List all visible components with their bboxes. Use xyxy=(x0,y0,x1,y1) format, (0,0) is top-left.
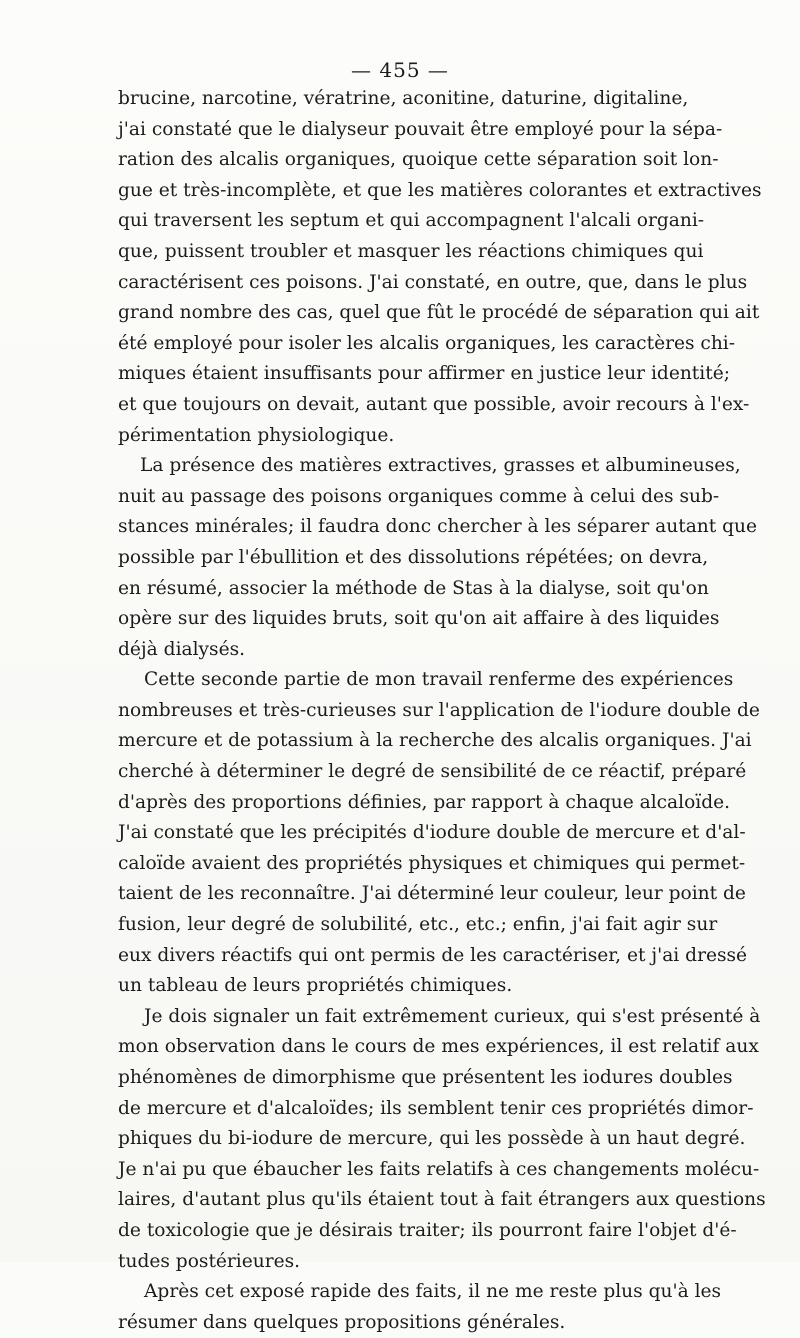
text-line: nombreuses et très-curieuses sur l'application de l'iodure double de xyxy=(118,699,760,721)
text-line: Après cet exposé rapide des faits, il ne me reste plus qu'à les xyxy=(144,1281,722,1303)
text-line: Je n'ai pu que ébaucher les faits relatifs à ces changements molécu- xyxy=(118,1158,760,1180)
text-line: ration des alcalis organiques, quoique cette séparation soit lon- xyxy=(118,149,719,171)
text-line: et que toujours on devait, autant que possible, avoir recours à l'ex- xyxy=(118,393,750,415)
text-line: fusion, leur degré de solubilité, etc., etc.; enfin, j'ai fait agir sur xyxy=(118,914,718,936)
text-line: de toxicologie que je désirais traiter; ils pourront faire l'objet d'é- xyxy=(118,1219,737,1241)
text-line: gue et très-incomplète, et que les matières colorantes et extractives xyxy=(118,179,762,201)
text-line: déjà dialysés. xyxy=(118,638,246,660)
text-line: La présence des matières extractives, grasses et albumineuses, xyxy=(140,455,741,477)
text-line: nuit au passage des poisons organiques comme à celui des sub- xyxy=(118,485,720,507)
text-line: grand nombre des cas, quel que fût le procédé de séparation qui ait xyxy=(118,302,760,324)
text-line: J'ai constaté que les précipités d'iodure double de mercure et d'al- xyxy=(118,822,746,844)
text-line: phiques du bi-iodure de mercure, qui les possède à un haut degré. xyxy=(118,1128,746,1150)
text-line: caractérisent ces poisons. J'ai constaté, en outre, que, dans le plus xyxy=(118,271,748,293)
text-line: taient de les reconnaître. J'ai déterminé leur couleur, leur point de xyxy=(118,883,746,905)
text-line: Je dois signaler un fait extrêmement curieux, qui s'est présenté à xyxy=(144,1005,761,1027)
text-line: possible par l'ébullition et des dissolutions répétées; on devra, xyxy=(118,546,709,568)
text-line: résumer dans quelques propositions générales. xyxy=(118,1311,566,1333)
text-line: eux divers réactifs qui ont permis de les caractériser, et j'ai dressé xyxy=(118,944,748,966)
text-line: Cette seconde partie de mon travail renferme des expériences xyxy=(144,669,734,691)
text-line: de mercure et d'alcaloïdes; ils semblent tenir ces propriétés dimor- xyxy=(118,1097,754,1119)
text-line: tudes postérieures. xyxy=(118,1250,301,1272)
text-line: miques étaient insuffisants pour affirmer en justice leur identité; xyxy=(118,363,730,385)
text-line: mercure et de potassium à la recherche des alcalis organiques. J'ai xyxy=(118,730,752,752)
text-line: j'ai constaté que le dialyseur pouvait être employé pour la sépa- xyxy=(118,118,723,140)
text-line: été employé pour isoler les alcalis organiques, les caractères chi- xyxy=(118,332,736,354)
text-line: caloïde avaient des propriétés physiques et chimiques qui permet- xyxy=(118,852,746,874)
text-line: brucine, narcotine, vératrine, aconitine, daturine, digitaline, xyxy=(118,88,689,109)
text-line: mon observation dans le cours de mes expériences, il est relatif aux xyxy=(118,1036,759,1058)
text-line: périmentation physiologique. xyxy=(118,424,395,446)
text-line: phénomènes de dimorphisme que présentent les iodures doubles xyxy=(118,1067,733,1088)
text-line: en résumé, associer la méthode de Stas à la dialyse, soit qu'on xyxy=(118,577,709,599)
body-text xyxy=(118,84,766,1338)
page-number: — 455 — xyxy=(351,58,449,82)
text-line: stances minérales; il faudra donc chercher à les séparer autant que xyxy=(118,516,758,538)
text-line: d'après des proportions définies, par rapport à chaque alcaloïde. xyxy=(118,791,731,813)
text-line: qui traversent les septum et qui accompagnent l'alcali organi- xyxy=(118,210,705,232)
text-line: que, puissent troubler et masquer les réactions chimiques qui xyxy=(118,240,704,262)
text-line: opère sur des liquides bruts, soit qu'on ait affaire à des liquides xyxy=(118,608,720,630)
text-line: un tableau de leurs propriétés chimiques. xyxy=(118,975,513,997)
text-line: laires, d'autant plus qu'ils étaient tout à fait étrangers aux questions xyxy=(118,1189,766,1211)
text-line: cherché à déterminer le degré de sensibilité de ce réactif, préparé xyxy=(118,761,747,783)
